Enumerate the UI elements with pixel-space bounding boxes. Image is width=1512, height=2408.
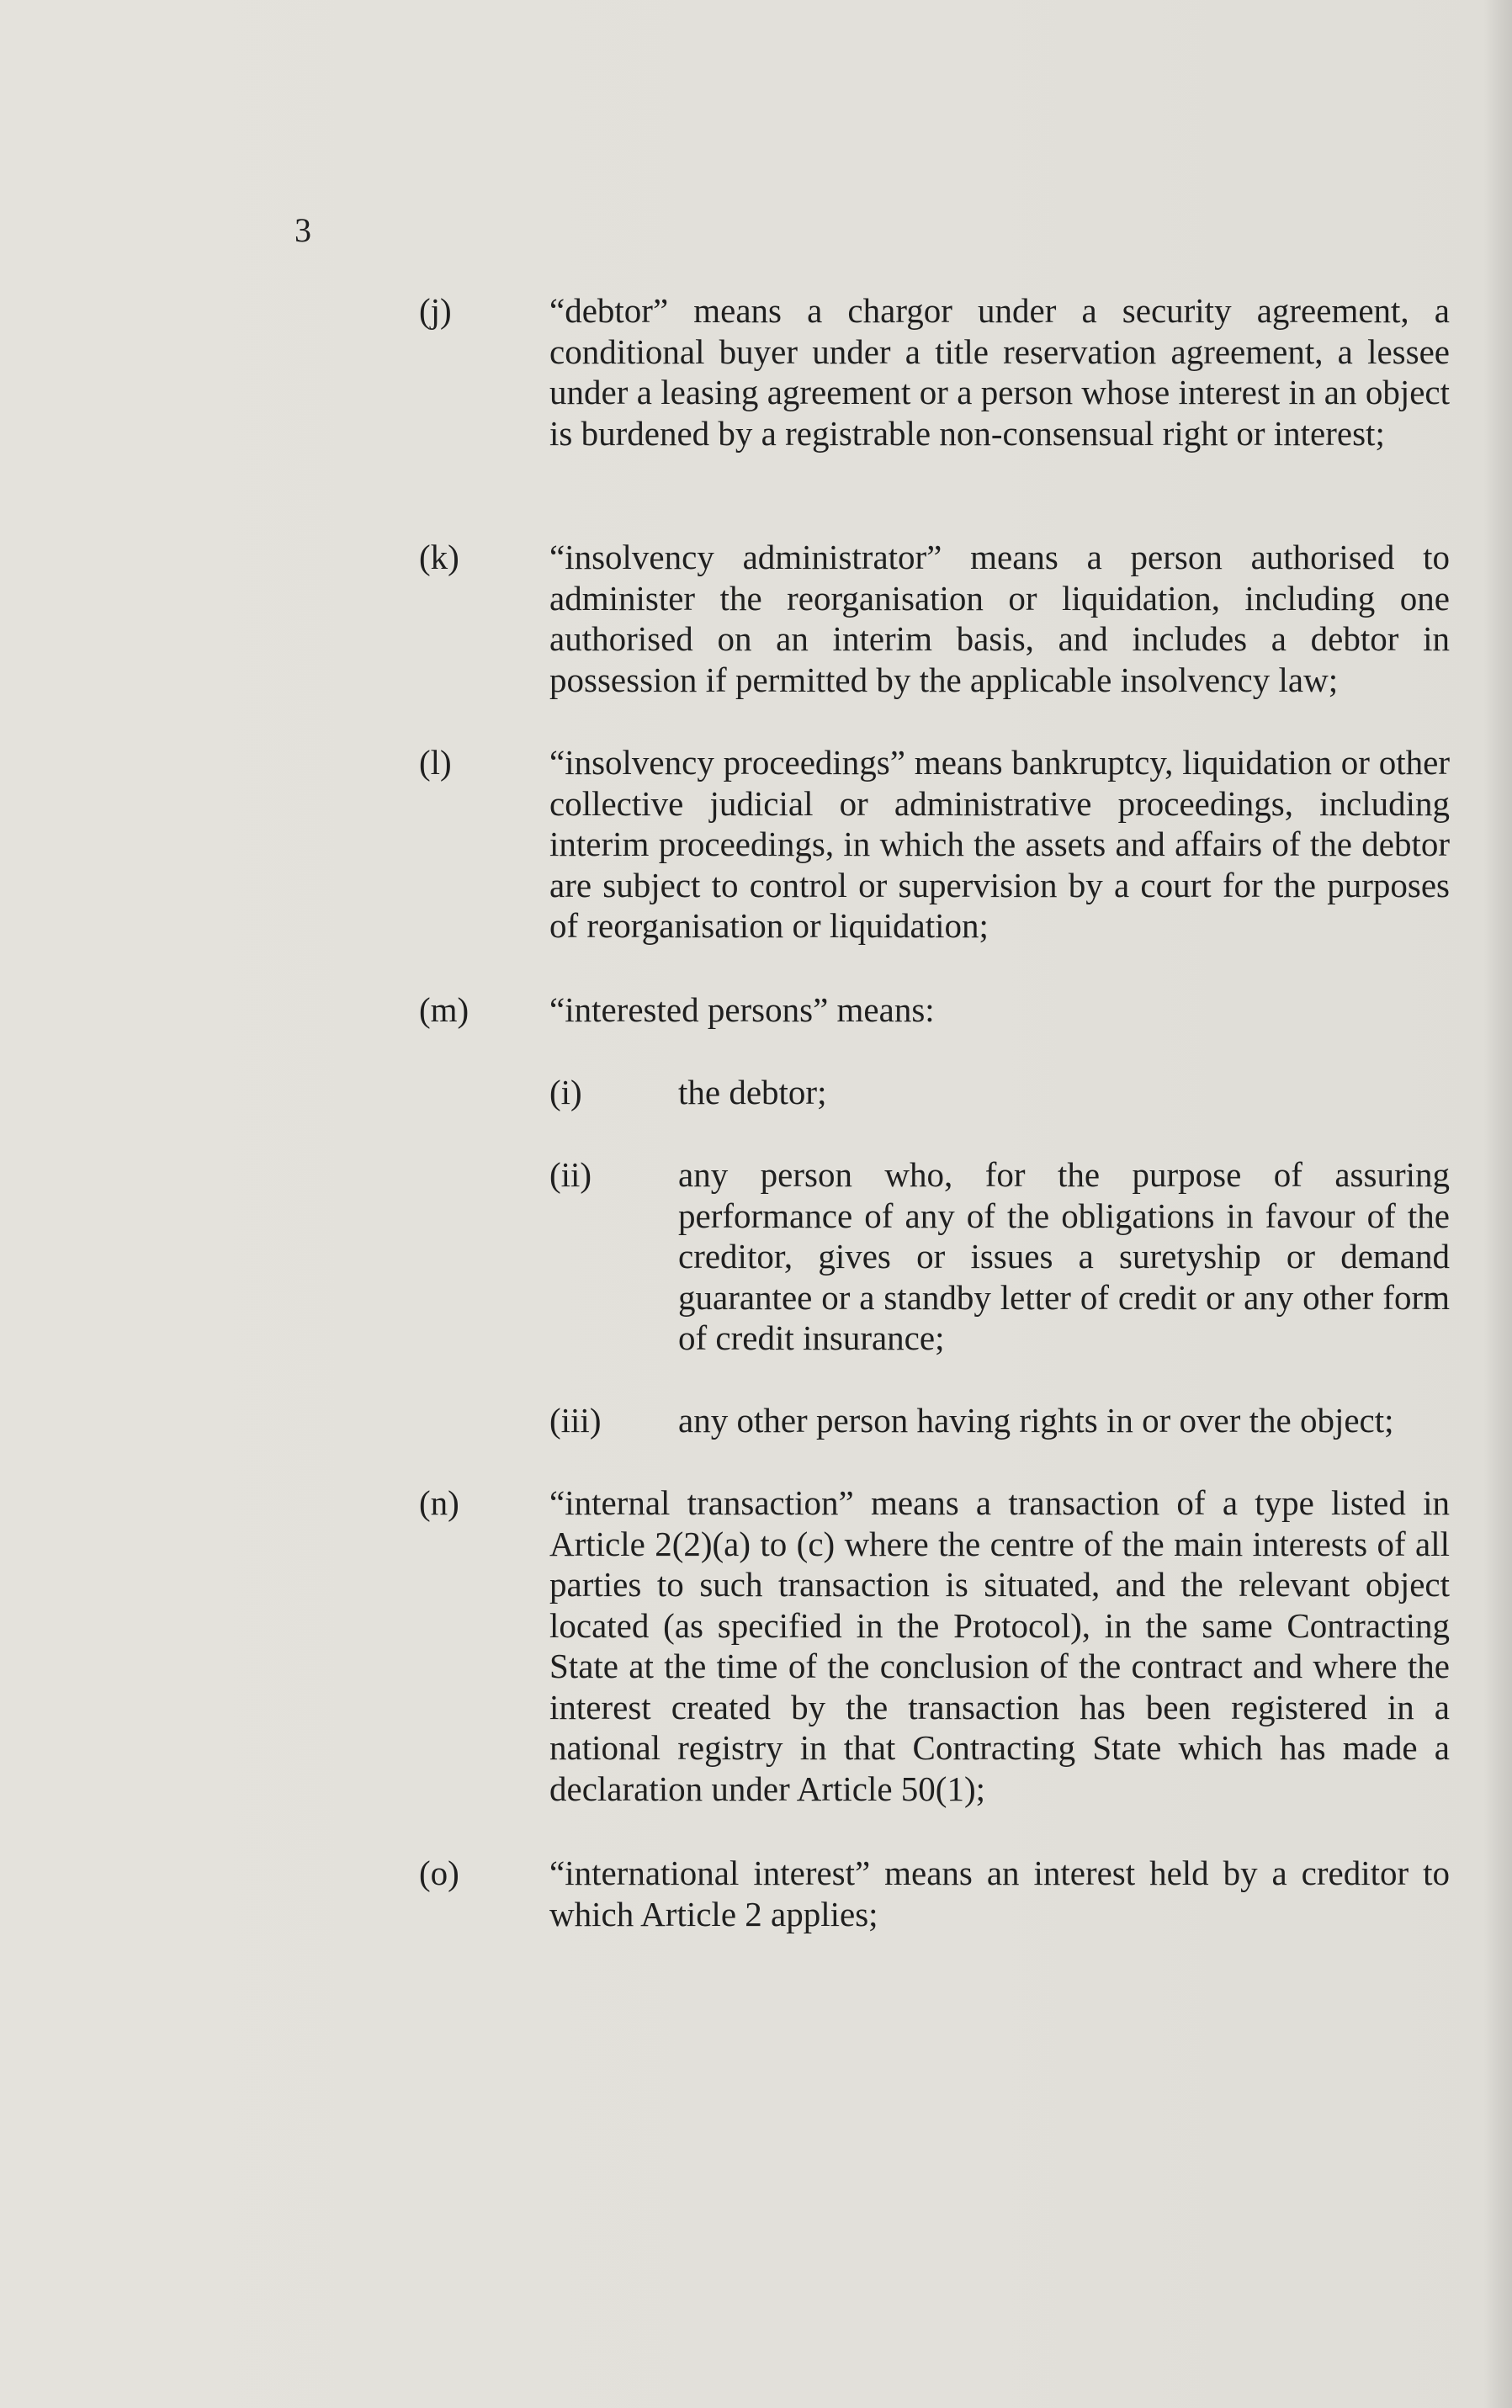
definition-text: “debtor” means a chargor under a security agreement, a conditional buyer under a title reservation agreement, a lessee under a leasing agreement or a person whose interest in an object is burdened by a registrable non-consensual right or interest; (549, 291, 1450, 453)
definition-text: “internal transaction” means a transaction of a type listed in Article 2(2)(a) to (c) where the centre of the main interests of all parties to such transaction is situated, and the relevant object located (as specified in the Protocol), in the same Contracting State at the time of the conclusion of the contract and where the interest created by the transaction has been registered in a national registry in that Contracting State which has made a declaration under Article 50(1); (549, 1483, 1450, 1808)
page-edge-shadow (1483, 0, 1512, 2408)
definition-label: (k) (419, 538, 459, 576)
sub-item-label: (iii) (549, 1401, 602, 1440)
definition-label: (o) (419, 1854, 459, 1892)
definition-text: “insolvency proceedings” means bankruptcy, liquidation or other collective judicial or administrative proceedings, including interim proceedings, in which the assets and affairs of the debtor are subject to control or supervision by a court for the purposes of reorganisation or liquidation; (549, 743, 1450, 945)
sub-item-text: the debtor; (678, 1073, 827, 1111)
definition-label: (m) (419, 990, 470, 1029)
definition-label: (n) (419, 1483, 459, 1522)
definition-text: “interested persons” means: (549, 990, 935, 1029)
sub-item-text: any other person having rights in or over the object; (678, 1401, 1394, 1440)
sub-item-label: (ii) (549, 1155, 592, 1194)
sub-item-label: (i) (549, 1073, 582, 1111)
page-number: 3 (294, 211, 311, 249)
sub-item-text: any person who, for the purpose of assuring performance of any of the obligations in favour of the creditor, gives or issues a suretyship or demand guarantee or a standby letter of credit or any other form of credit insurance; (678, 1155, 1450, 1357)
definition-text: “insolvency administrator” means a person authorised to administer the reorganisation or liquidation, including one authorised on an interim basis, and includes a debtor in possession if permitted by the applicable insolvency law; (549, 538, 1450, 699)
definition-text: “international interest” means an interest held by a creditor to which Article 2 applies; (549, 1854, 1450, 1933)
definition-label: (j) (419, 291, 452, 330)
definition-label: (l) (419, 743, 452, 782)
